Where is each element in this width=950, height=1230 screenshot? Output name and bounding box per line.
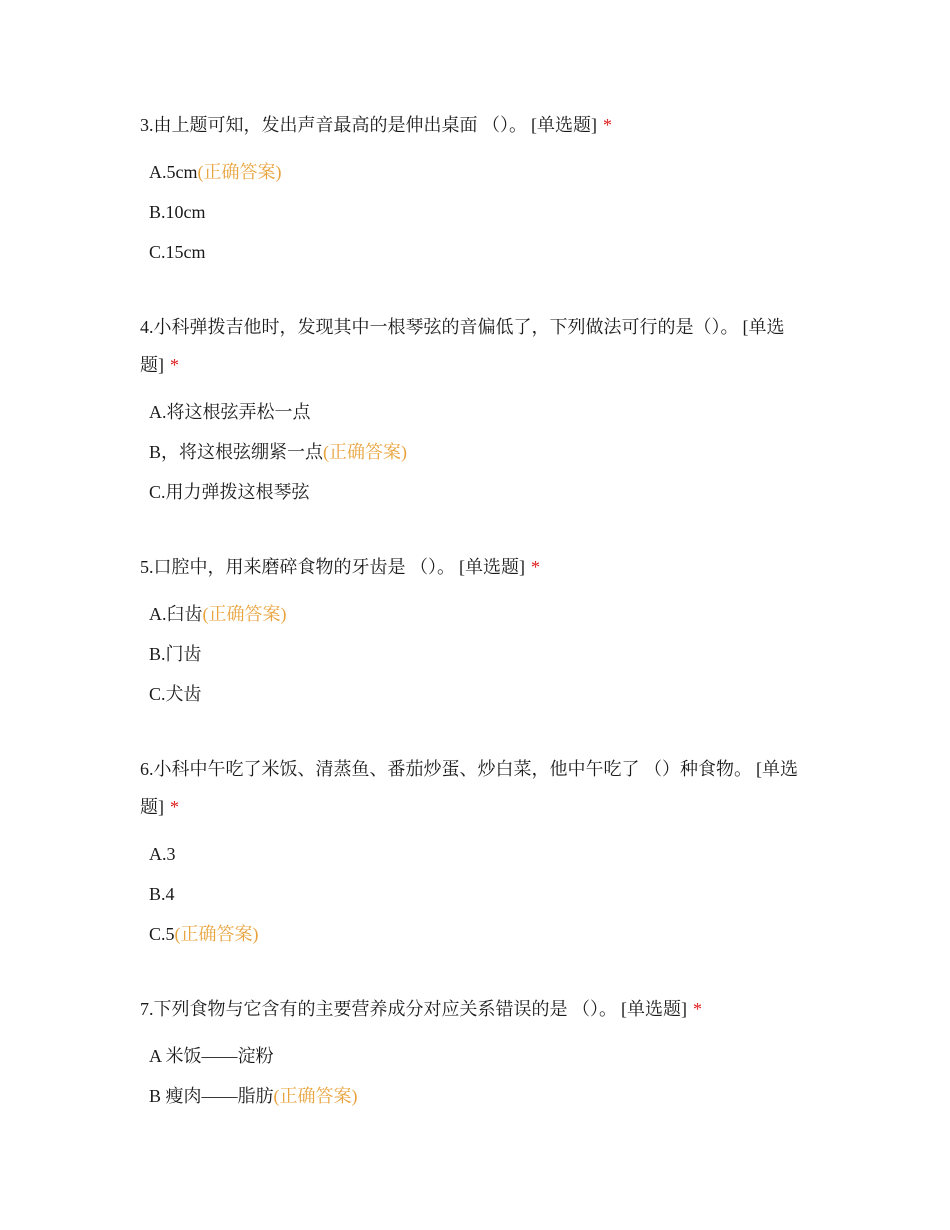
required-asterisk: * <box>531 557 540 577</box>
options-list <box>140 392 820 512</box>
option-b <box>149 192 820 232</box>
option-label: C.用力弹拨这根琴弦 <box>149 482 310 502</box>
question-5 <box>140 548 820 714</box>
question-stem: 7.下列食物与它含有的主要营养成分对应关系错误的是 （）。 <box>140 999 617 1019</box>
question-type-label: [单选题] <box>531 115 597 135</box>
option-label: B.4 <box>149 884 175 904</box>
option-label: B.门齿 <box>149 644 202 664</box>
option-c <box>149 472 820 512</box>
option-b <box>149 634 820 674</box>
question-type-label: [单选题] <box>621 999 687 1019</box>
correct-answer-mark: (正确答案) <box>197 162 282 182</box>
option-c <box>149 674 820 714</box>
question-stem: 4.小科弹拨吉他时，发现其中一根琴弦的音偏低了，下列做法可行的是（）。 <box>140 317 739 337</box>
question-stem: 6.小科中午吃了米饭、清蒸鱼、番茄炒蛋、炒白菜，他中午吃了 （）种食物。 <box>140 759 752 779</box>
options-list <box>140 152 820 272</box>
question-text <box>140 106 820 144</box>
option-label: C.15cm <box>149 242 206 262</box>
required-asterisk: * <box>170 797 179 817</box>
option-label: A.5cm <box>149 162 198 182</box>
option-b <box>149 432 820 472</box>
question-7 <box>140 990 820 1116</box>
question-type-label: [单选题] <box>459 557 525 577</box>
option-a <box>149 834 820 874</box>
question-4 <box>140 308 820 512</box>
option-label: A 米饭——淀粉 <box>149 1046 274 1066</box>
required-asterisk: * <box>693 999 702 1019</box>
option-label: B，将这根弦绷紧一点 <box>149 442 324 462</box>
required-asterisk: * <box>170 355 179 375</box>
question-stem: 3.由上题可知，发出声音最高的是伸出桌面 （）。 <box>140 115 527 135</box>
question-type-label: [单选题] <box>140 759 798 817</box>
option-a <box>149 594 820 634</box>
option-label: A.3 <box>149 844 176 864</box>
options-list <box>140 1036 820 1116</box>
option-label: A.臼齿 <box>149 604 203 624</box>
correct-answer-mark: (正确答案) <box>273 1086 358 1106</box>
question-stem: 5.口腔中，用来磨碎食物的牙齿是 （）。 <box>140 557 455 577</box>
option-c <box>149 914 820 954</box>
question-6 <box>140 750 820 954</box>
question-text <box>140 308 820 384</box>
option-a <box>149 152 820 192</box>
option-c <box>149 232 820 272</box>
correct-answer-mark: (正确答案) <box>202 604 287 624</box>
option-label: C.犬齿 <box>149 684 202 704</box>
question-text <box>140 750 820 826</box>
question-text <box>140 990 820 1028</box>
option-a <box>149 392 820 432</box>
options-list <box>140 834 820 954</box>
option-label: B.10cm <box>149 202 206 222</box>
options-list <box>140 594 820 714</box>
option-label: A.将这根弦弄松一点 <box>149 402 311 422</box>
question-3 <box>140 106 820 272</box>
required-asterisk: * <box>603 115 612 135</box>
option-b <box>149 1076 820 1116</box>
option-label: B 瘦肉——脂肪 <box>149 1086 274 1106</box>
question-text <box>140 548 820 586</box>
option-label: C.5 <box>149 924 175 944</box>
correct-answer-mark: (正确答案) <box>174 924 259 944</box>
option-a <box>149 1036 820 1076</box>
option-b <box>149 874 820 914</box>
question-type-label: [单选题] <box>140 317 785 375</box>
correct-answer-mark: (正确答案) <box>323 442 408 462</box>
